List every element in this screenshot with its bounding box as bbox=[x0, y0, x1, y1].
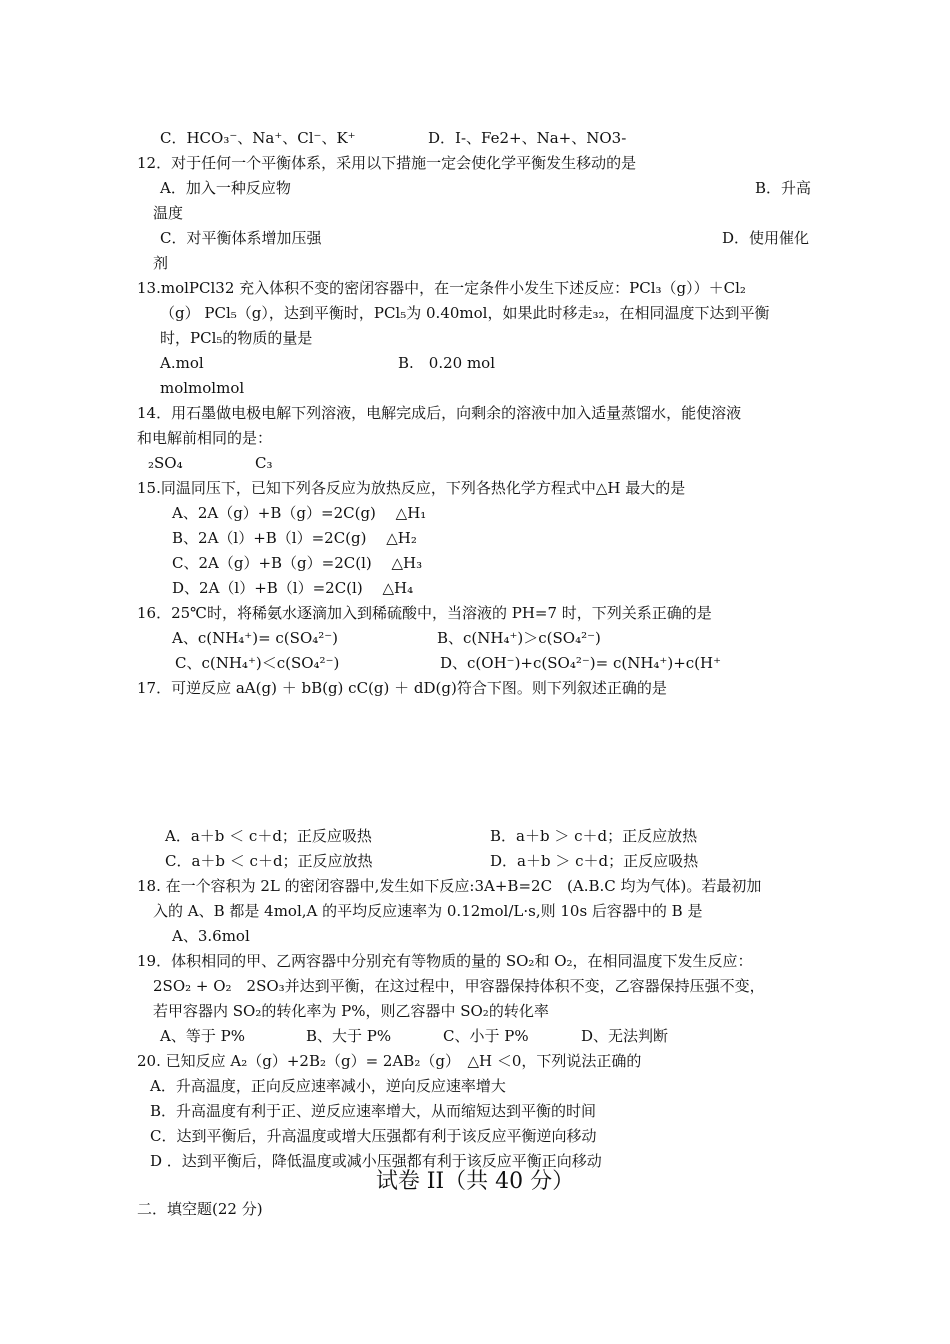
q12-option-b-wrap: 温度 bbox=[153, 204, 184, 222]
q13-line-3: 时，PCl₅的物质的量是 bbox=[160, 329, 313, 347]
section-2-heading: 二．填空题(22 分) bbox=[137, 1200, 263, 1218]
q13-line-1: 13.molPCl32 充入体积不变的密闭容器中，在一定条件小发生下述反应：PCl₃（g））＋Cl₂ bbox=[137, 279, 746, 297]
q20-option-a: A．升高温度，正向反应速率减小，逆向反应速率增大 bbox=[150, 1077, 506, 1095]
q16-option-c: C、c(NH₄⁺)＜c(SO₄²⁻) bbox=[175, 654, 340, 672]
q16-option-d: D、c(OH⁻)+c(SO₄²⁻)= c(NH₄⁺)+c(H⁺ bbox=[440, 654, 722, 672]
q18-line-2: 入的 A、B 都是 4mol,A 的平均反应速率为 0.12mol/L·s,则 10s 后容器中的 B 是 bbox=[153, 902, 703, 920]
q12-option-a: A．加入一种反应物 bbox=[160, 179, 291, 197]
q17-stem: 17．可逆反应 aA(g) ＋ bB(g) cC(g) ＋ dD(g)符合下图。则下列叙述正确的是 bbox=[137, 679, 667, 697]
q16-option-a: A、c(NH₄⁺)= c(SO₄²⁻) bbox=[172, 629, 339, 647]
q14-option-2: C₃ bbox=[255, 454, 273, 472]
q19-line-2: 2SO₂ + O₂ 2SO₃并达到平衡，在这过程中，甲容器保持体积不变，乙容器保持压强不变， bbox=[153, 977, 765, 995]
q19-line-1: 19．体积相同的甲、乙两容器中分别充有等物质的量的 SO₂和 O₂，在相同温度下发生反应： bbox=[137, 952, 753, 970]
q19-option-d: D、无法判断 bbox=[581, 1027, 669, 1045]
q15-option-c: C、2A（g）+B（g）=2C(l) △H₃ bbox=[172, 554, 423, 572]
q17-option-d: D．a＋b ＞ c＋d；正反应吸热 bbox=[490, 852, 699, 870]
q17-option-b: B．a＋b ＞ c＋d；正反应放热 bbox=[490, 827, 698, 845]
q14-option-1: ₂SO₄ bbox=[148, 454, 183, 472]
q13-line-2: （g） PCl₅（g），达到平衡时，PCl₅为 0.40mol，如果此时移走₃₂，在相同温度下达到平衡 bbox=[160, 304, 770, 322]
q11-option-c: C．HCO₃⁻、Na⁺、Cl⁻、K⁺ bbox=[160, 129, 356, 147]
q16-stem: 16．25℃时，将稀氨水逐滴加入到稀硫酸中，当溶液的 PH=7 时，下列关系正确的是 bbox=[137, 604, 712, 622]
q12-stem: 12．对于任何一个平衡体系，采用以下措施一定会使化学平衡发生移动的是 bbox=[137, 154, 637, 172]
q18-line-1: 18. 在一个容积为 2L 的密闭容器中,发生如下反应:3A+B=2C (A.B.C 均为气体)。若最初加 bbox=[137, 877, 762, 895]
q19-option-c: C、小于 P% bbox=[443, 1027, 529, 1045]
q17-option-c: C．a＋b ＜ c＋d；正反应放热 bbox=[165, 852, 373, 870]
q12-option-d: D．使用催化 bbox=[722, 229, 810, 247]
q12-option-c: C．对平衡体系增加压强 bbox=[160, 229, 322, 247]
q15-stem: 15.同温同压下，已知下列各反应为放热反应，下列各热化学方程式中△H 最大的是 bbox=[137, 479, 686, 497]
q18-option-a: A、3.6mol bbox=[172, 927, 250, 945]
q20-option-b: B．升高温度有利于正、逆反应速率增大，从而缩短达到平衡的时间 bbox=[150, 1102, 597, 1120]
q14-line-1: 14．用石墨做电极电解下列溶液，电解完成后，向剩余的溶液中加入适量蒸馏水，能使溶液 bbox=[137, 404, 742, 422]
q19-option-a: A、等于 P% bbox=[160, 1027, 245, 1045]
q13-option-b: B. 0.20 mol bbox=[398, 354, 496, 372]
q15-option-b: B、2A（l）+B（l）=2C(g) △H₂ bbox=[172, 529, 417, 547]
q15-option-a: A、2A（g）+B（g）=2C(g) △H₁ bbox=[172, 504, 427, 522]
q20-option-c: C．达到平衡后，升高温度或增大压强都有利于该反应平衡逆向移动 bbox=[150, 1127, 597, 1145]
q13-option-a: A.mol bbox=[160, 354, 204, 372]
q20-option-d: D ．达到平衡后，降低温度或减小压强都有利于该反应平衡正向移动 bbox=[150, 1152, 602, 1170]
q14-line-2: 和电解前相同的是： bbox=[137, 429, 273, 447]
q20-stem: 20. 已知反应 A₂（g）+2B₂（g）= 2AB₂（g） △H ＜0，下列说法正确的 bbox=[137, 1052, 642, 1070]
q15-option-d: D、2A（l）+B（l）=2C(l) △H₄ bbox=[172, 579, 414, 597]
q12-option-d-wrap: 剂 bbox=[153, 254, 169, 272]
q19-line-3: 若甲容器内 SO₂的转化率为 P%，则乙容器中 SO₂的转化率 bbox=[153, 1002, 549, 1020]
q13-option-rest: molmolmol bbox=[160, 379, 245, 397]
q12-option-b: B．升高 bbox=[755, 179, 812, 197]
q11-option-d: D．I-、Fe2+、Na+、NO3- bbox=[428, 129, 627, 147]
section-title: 试卷 II（共 40 分） bbox=[375, 1169, 575, 1194]
q19-option-b: B、大于 P% bbox=[306, 1027, 392, 1045]
q17-option-a: A．a＋b ＜ c＋d；正反应吸热 bbox=[165, 827, 372, 845]
q16-option-b: B、c(NH₄⁺)＞c(SO₄²⁻) bbox=[437, 629, 601, 647]
